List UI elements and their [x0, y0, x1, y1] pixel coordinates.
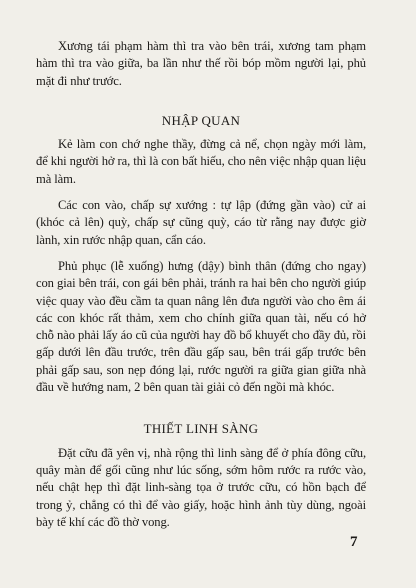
paragraph: Đặt cữu đã yên vị, nhà rộng thì linh sàng để ở phía đông cữu, quây màn để gối cũng như lúc sống, sớm hôm rước ra rước vào, nếu chật hẹp thì đặt linh-sàng tọa ở trước cữu, có hồn bạch để trong ỷ, chẳng có thì để vào giấy, hoặc hình ảnh tùy dùng, ngoài bày tế khí các đồ thờ vong.	[36, 445, 366, 529]
paragraph: Phủ phục (lễ xuống) hưng (dậy) bình thân (đứng cho ngay) con giai bên trái, con gái bên phải, tránh ra hai bên cho người giúp việc quay vào đều cầm ta quan nâng lên đưa người vào cho êm ái các con khóc rất thảm, xem cho chính giữa quan tài, nếu có hở chỗ nào phải lấy áo cũ của người hay đồ bổ khuyết cho đầy đủ, rồi gấp dưới lên đầu trước, trên đầu gấp sau, bên trái gấp trước bên phải gấp sau, son nẹp đóng lại, rước người ra giữa gian giữa nhà đầu về hướng nam, 2 bên quan tài giải cỏ đến ngồi mà khóc.	[36, 258, 366, 395]
paragraph: Các con vào, chấp sự xướng : tự lập (đứng gần vào) cử ai (khóc cả lên) quỳ, chấp sự cũng quỳ, cáo từ rằng nay được giờ lành, xin rước nhập quan, cẩn cáo.	[36, 198, 366, 247]
document-page	[36, 38, 366, 531]
section-heading-nhap-quan: NHẬP QUAN	[161, 112, 241, 128]
page-number: 7	[350, 534, 358, 550]
section-heading-thiet-linh-sang: THIẾT LINH SÀNG	[143, 421, 259, 437]
paragraph: Kẻ làm con chớ nghe thầy, đừng cả nể, chọn ngày mới làm, để khi người hở ra, thì là con bất hiếu, cho nên việc nhập quan liệu mà làm.	[36, 137, 366, 186]
intro-paragraph: Xương tái phạm hàm thì tra vào bên trái, xương tam phạm hàm thì tra vào giữa, ba lần như thế rồi bóp mồm người lại, phủ mặt đi như trước.	[36, 39, 366, 88]
